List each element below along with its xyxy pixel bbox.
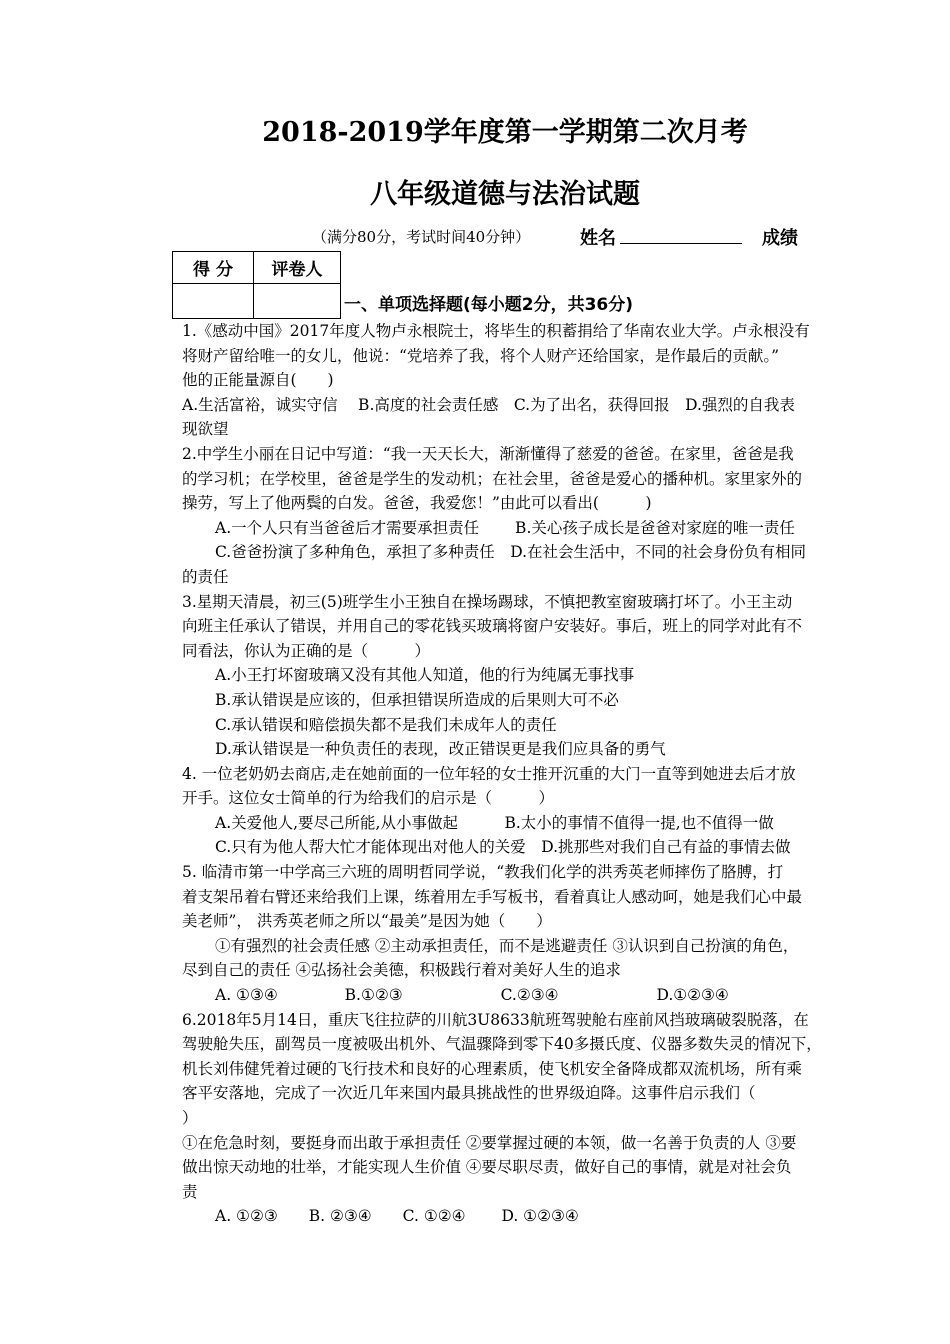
question-line: 责 — [182, 1182, 198, 1201]
section-heading: 一、单项选择题(每小题2分，共36分) — [344, 295, 634, 315]
question-line: 操劳，写上了他两鬓的白发。爸爸，我爱您！”由此可以看出( ) — [182, 494, 652, 513]
question-line: 他的正能量源自( ) — [182, 371, 334, 390]
question-line: 2.中学生小丽在日记中写道：“我一天天长大，渐渐懂得了慈爱的爸爸。在家里，爸爸是我 — [182, 444, 794, 463]
question-line: A.一个人只有当爸爸后才需要承担责任 B.关心孩子成长是爸爸对家庭的唯一责任 — [215, 518, 795, 537]
question-line: A.小王打坏窗玻璃又没有其他人知道，他的行为纯属无事找事 — [215, 666, 635, 685]
question-line: C.只有为他人帮大忙才能体现出对他人的关爱 D.挑那些对我们自己有益的事情去做 — [215, 838, 791, 857]
exam-subtitle: 八年级道德与法治试题 — [370, 179, 640, 210]
question-line: A. ①②③ B. ②③④ C. ①②④ D. ①②③④ — [215, 1207, 579, 1226]
name-label: 姓名 — [580, 228, 616, 249]
question-line: 的责任 — [182, 567, 229, 586]
question-line: 现欲望 — [182, 420, 229, 439]
question-line: 客平安落地，完成了一次近几年来国内最具挑战性的世界级迫降。这事件启示我们（ — [182, 1084, 756, 1103]
question-line: 驾驶舱失压，副驾员一度被吸出机外、气温骤降到零下40多摄氏度、仪器多数失灵的情况下， — [182, 1035, 822, 1054]
question-line: A.生活富裕，诚实守信 B.高度的社会责任感 C.为了出名，获得回报 D.强烈的自我表 — [182, 395, 795, 414]
question-line: 做出惊天动地的壮举，才能实现人生价值 ④要尽职尽责，做好自己的事情，就是对社会负 — [182, 1158, 792, 1177]
grade-table — [172, 251, 341, 319]
question-line: D.承认错误是一种负责任的表现，改正错误更是我们应具备的勇气 — [215, 740, 666, 759]
question-line: 美老师”， 洪秀英老师之所以“最美”是因为她（ ） — [182, 912, 552, 931]
question-line: ①有强烈的社会责任感 ②主动承担责任，而不是逃避责任 ③认识到自己扮演的角色， — [215, 936, 799, 955]
question-line: 开手。这位女士简单的行为给我们的启示是（ ） — [182, 789, 555, 808]
question-line: 机长刘伟健凭着过硬的飞行技术和良好的心理素质，使飞机安全备降成都双流机场，所有乘 — [182, 1059, 803, 1078]
score-cell — [173, 284, 254, 319]
question-line: 4. 一位老奶奶去商店,走在她前面的一位年轻的女士推开沉重的大门一直等到她进去后才放 — [182, 764, 796, 783]
score-header: 得 分 — [173, 252, 254, 284]
question-line: ①在危急时刻，要挺身而出敢于承担责任 ②要掌握过硬的本领，做一名善于负责的人 ③要 — [182, 1133, 797, 1152]
question-line: A.关爱他人,要尽己所能,从小事做起 B.太小的事情不值得一提,也不值得一做 — [215, 813, 774, 832]
question-line: 同看法，你认为正确的是（ ） — [182, 641, 431, 660]
grader-header: 评卷人 — [254, 252, 341, 284]
question-body — [182, 319, 862, 1229]
question-line: 向班主任承认了错误，并用自己的零花钱买玻璃将窗户安装好。事后，班上的同学对此有不 — [182, 617, 803, 636]
grader-cell — [254, 284, 341, 319]
question-line: C.承认错误和赔偿损失都不是我们未成年人的责任 — [215, 715, 557, 734]
question-line: 尽到自己的责任 ④弘扬社会美德，积极践行着对美好人生的追求 — [182, 961, 621, 980]
question-line: 5. 临清市第一中学高三六班的周明哲同学说，“教我们化学的洪秀英老师摔伤了胳膊，打 — [182, 863, 784, 882]
question-line: C.爸爸扮演了多种角色，承担了多种责任 D.在社会生活中，不同的社会身份负有相同 — [215, 543, 807, 562]
question-line: B.承认错误是应该的，但承担错误所造成的后果则大可不必 — [215, 690, 619, 709]
question-line: A. ①③④ B.①②③ C.②③④ D.①②③④ — [215, 986, 729, 1005]
exam-meta: （满分80分，考试时间40分钟） — [312, 228, 531, 246]
question-line: 将财产留给唯一的女儿，他说：“党培养了我，将个人财产还给国家，是作最后的贡献。” — [182, 346, 780, 365]
question-line: 1.《感动中国》2017年度人物卢永根院士，将毕生的积蓄捐给了华南农业大学。卢永根没有 — [182, 322, 810, 340]
name-blank-line — [620, 243, 742, 244]
score-label: 成绩 — [762, 228, 798, 249]
exam-title: 2018-2019学年度第一学期第二次月考 — [262, 117, 748, 148]
question-line: ） — [182, 1109, 198, 1127]
question-line: 着支架吊着右臂还来给我们上课，练着用左手写板书，看着真让人感动呵，她是我们心中最 — [182, 887, 803, 906]
question-line: 6.2018年5月14日，重庆飞往拉萨的川航3U8633航班驾驶舱右座前风挡玻璃破裂脱落，在 — [182, 1010, 809, 1029]
question-line: 3.星期天清晨，初三(5)班学生小王独自在操场踢球，不慎把教室窗玻璃打坏了。小王主动 — [182, 592, 793, 611]
question-line: 的学习机；在学校里，爸爸是学生的发动机；在社会里，爸爸是爱心的播种机。家里家外的 — [182, 469, 803, 488]
